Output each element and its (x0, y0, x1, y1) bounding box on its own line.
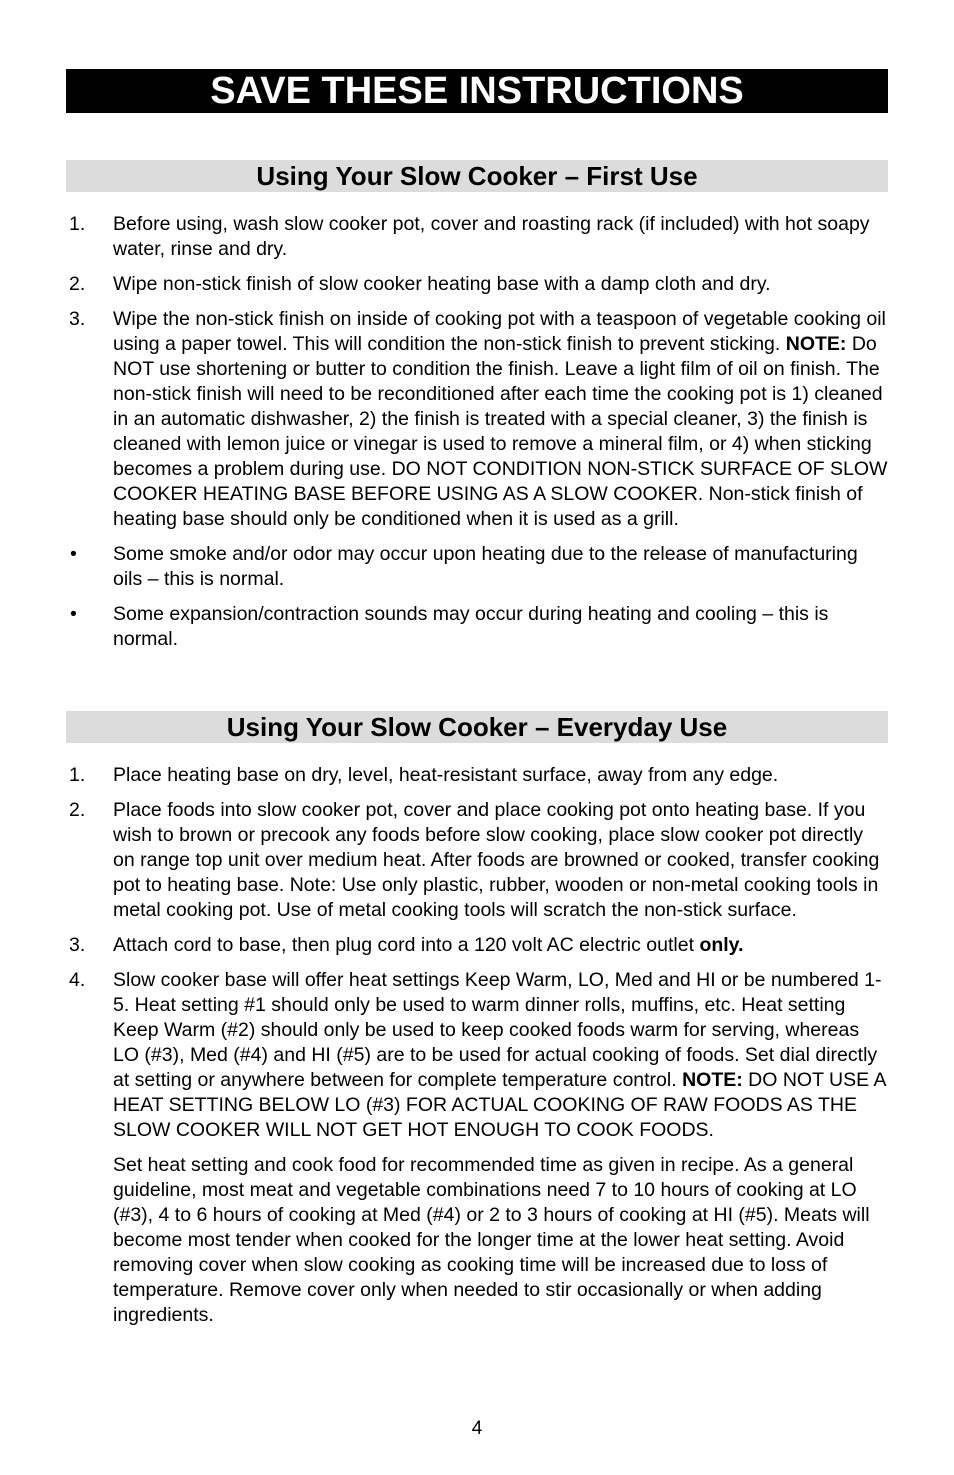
item-number: 1. (69, 213, 86, 235)
item-text: Place heating base on dry, level, heat-resistant surface, away from any edge. (113, 764, 779, 786)
everyday-use-list (66, 763, 888, 1328)
list-item (66, 542, 888, 592)
item-text-part: Wipe the non-stick finish on inside of cooking pot with a teaspoon of vegetable cooking oil using a paper towel. This will condition the non-stick finish to prevent sticking. (113, 308, 886, 355)
item-number: 3. (69, 934, 86, 956)
item-text (113, 933, 888, 958)
bullet-icon: • (70, 543, 77, 565)
closing-paragraph-wrap (66, 1153, 888, 1328)
list-item (66, 933, 888, 958)
list-item (66, 307, 888, 532)
item-text-part: DO NOT USE A HEAT SETTING BELOW LO (#3) FOR ACTUAL COOKING OF RAW FOODS AS THE SLOW COOKER WILL NOT GET HOT ENOUGH TO COOK FOODS. (113, 1069, 886, 1141)
item-text-part: Do NOT use shortening or butter to condition the finish. Leave a light film of oil on finish. The non-stick finish will need to be reconditioned after each time the cooking pot is 1) cleaned in an automatic dishwasher, 2) the finish is treated with a special cleaner, 3) the finish is cleaned with lemon juice or vinegar is used to remove a mineral film, or 4) when sticking becomes a problem during use. DO NOT CONDITION NON-STICK SURFACE OF SLOW COOKER HEATING BASE BEFORE USING AS A SLOW COOKER. Non-stick finish of heating base should only be conditioned when it is used as a grill. (113, 333, 888, 530)
item-number: 1. (69, 764, 86, 786)
item-text: Before using, wash slow cooker pot, cover and roasting rack (if included) with hot soapy water, rinse and dry. (113, 213, 870, 260)
list-item (66, 602, 888, 652)
list-item (66, 272, 888, 297)
item-text: Some expansion/contraction sounds may occur during heating and cooling – this is normal. (113, 603, 829, 650)
bullet-icon: • (70, 603, 77, 625)
item-text (113, 307, 888, 532)
item-number: 2. (69, 273, 86, 295)
list-item (66, 763, 888, 788)
list-item (66, 968, 888, 1143)
emphasis-text: only. (699, 934, 744, 956)
page-number: 4 (471, 1418, 483, 1439)
note-label: NOTE: (682, 1069, 743, 1091)
list-item (66, 798, 888, 923)
item-text: Place foods into slow cooker pot, cover and place cooking pot onto heating base. If you wish to brown or precook any foods before slow cooking, place slow cooker pot directly on range top unit over medium heat. After foods are browned or cooked, transfer cooking pot to heating base. Note: Use only plastic, rubber, wooden or non-metal cooking tools in metal cooking pot. Use of metal cooking tools will scratch the non-stick surface. (113, 799, 880, 921)
item-text (113, 968, 888, 1143)
first-use-list (66, 212, 888, 662)
page-title-banner: SAVE THESE INSTRUCTIONS (66, 69, 888, 113)
item-text-part: Slow cooker base will offer heat settings Keep Warm, LO, Med and HI or be numbered 1-5. Heat setting #1 should only be used to warm dinner rolls, muffins, etc. Heat setting Keep Warm (#2) should only be used to keep cooked foods warm for serving, whereas LO (#3), Med (#4) and HI (#5) are to be used for actual cooking of foods. Set dial directly at setting or anywhere between for complete temperature control. (113, 969, 882, 1091)
closing-paragraph: Set heat setting and cook food for recommended time as given in recipe. As a general guideline, most meat and vegetable combinations need 7 to 10 hours of cooking at LO (#3), 4 to 6 hours of cooking at Med (#4) or 2 to 3 hours of cooking at HI (#5). Meats will become most tender when cooked for the longer time at the lower heat setting. Avoid removing cover when slow cooking as cooking time will be increased due to loss of temperature. Remove cover only when needed to stir occasionally or when adding ingredients. (113, 1154, 870, 1326)
note-label: NOTE: (785, 333, 847, 355)
item-number: 3. (69, 308, 86, 330)
item-text: Wipe non-stick finish of slow cooker heating base with a damp cloth and dry. (113, 273, 771, 295)
list-item (66, 212, 888, 262)
item-text-part: Attach cord to base, then plug cord into a 120 volt AC electric outlet (113, 934, 700, 956)
section-heading-first-use: Using Your Slow Cooker – First Use (66, 160, 888, 192)
item-number: 4. (69, 969, 86, 991)
item-number: 2. (69, 799, 86, 821)
item-text: Some smoke and/or odor may occur upon heating due to the release of manufacturing oils – this is normal. (113, 543, 858, 590)
section-heading-everyday-use: Using Your Slow Cooker – Everyday Use (66, 711, 888, 743)
